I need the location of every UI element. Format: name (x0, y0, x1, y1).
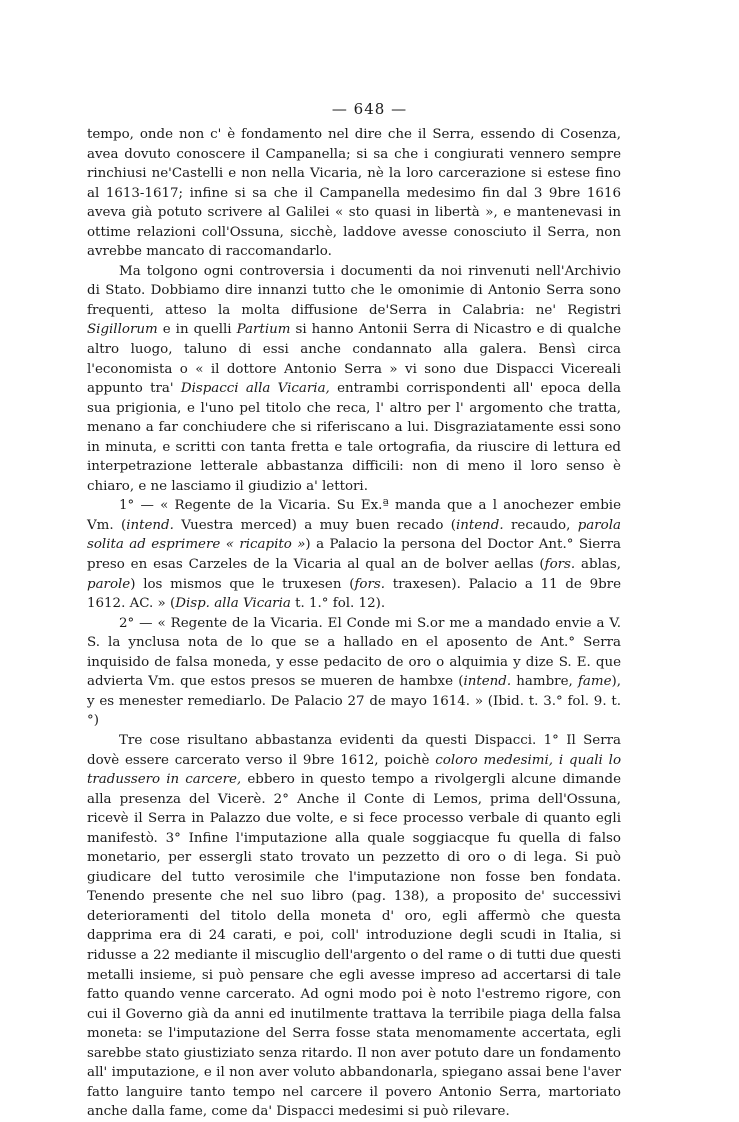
italic-text: fame (577, 674, 612, 690)
italic-text: Partium (236, 322, 291, 338)
text-run: si hanno Antonii Serra di Nicastro e di qualche altro luogo, taluno di essi anche condannato alla galera. Bensì circa l'economista o « il dottore Antonio Serra » vi sono due Dispacci Vicereali appunto tra' (87, 322, 621, 397)
italic-text: parole (87, 576, 131, 592)
italic-text: intend. (455, 517, 504, 533)
text-run: hambre, (511, 674, 578, 690)
paragraph (87, 262, 621, 497)
text-run: ebbero in questo tempo a rivolgergli alcune dimande alla presenza del Vicerè. 2° Anche il Conte di Lemos, prima dell'Ossuna, ricevè il Serra in Palazzo due volte, e si fece processo verbale di quanto egli manifestò. 3° Infine l'imputazione alla quale soggiacque fu quella di falso monetario, per essergli stato trovato un pezzetto di oro o di lega. Si può giudicare del tutto verosimile che l'imputazione non fosse ben fondata. Tenendo presente che nel suo libro (pag. 138), a proposito de' successivi deterioramenti del titolo della moneta d' oro, egli affermò che questa dapprima era di 24 carati, e poi, coll' introduzione degli scudi in Italia, si ridusse a 22 mediante il miscuglio dell'argento o del rame o di tutti due questi metalli insieme, si può pensare che egli avesse impreso ad accertarsi di tale fatto quando venne carcerato. Ad ogni modo poi è noto l'estremo rigore, con cui il Governo già da anni ed inutilmente trattava la terribile piaga della falsa moneta: se l'imputazione del Serra fosse stata menomamente accertata, egli sarebbe stato giustiziato senza ritardo. Il non aver potuto dare un fondamento all' imputazione, e il non aver voluto abbandonarla, spiegano assai bene l'aver fatto languire tanto tempo nel carcere il povero Antonio Serra, martoriato anche dalla fame, come da' Dispacci medesimi si può rilevare. (87, 772, 621, 1120)
page-number: — 648 — (331, 100, 408, 118)
body-text (87, 125, 621, 1122)
text-run: 1° — « Regente de la Vicaria. Su Ex.ª manda que a l anochezer embie Vm. ( (87, 498, 621, 533)
text-run: Tre cose risultano abbastanza evidenti da questi Dispacci. 1° Il Serra dovè essere carcerato verso il 9bre 1612, poichè (87, 732, 621, 768)
text-run: Ma tolgono ogni controversia i documenti da noi rinvenuti nell'Archivio di Stato. Dobbiamo dire innanzi tutto che le omonimie di Antonio Serra sono frequenti, atteso la molta diffusione de'Serra in Calabria: ne' Registri (87, 263, 621, 318)
italic-text: Sigillorum (87, 322, 158, 338)
paragraph (87, 614, 621, 731)
italic-text: intend. (126, 517, 174, 533)
text-run: e in quelli (157, 322, 237, 338)
text-run: ) los mismos que le truxesen ( (130, 576, 355, 592)
italic-text: Dispacci alla Vicaria, (180, 381, 330, 397)
text-run: traxesen). Palacio a 11 de 9bre 1612. AC. » ( (87, 576, 621, 612)
text-run: ) a Palacio la persona del Doctor Ant.° Sierra preso en esas Carzeles de la Vicaria al qual an de bolver aellas ( (87, 537, 621, 573)
italic-text: parola solita ad esprimere « ricapito » (87, 517, 621, 553)
text-run: entrambi corrispondenti all' epoca della sua prigionia, e l'uno pel titolo che reca, l' altro per l' argomento che tratta, menano a far conchiudere che si riferiscano a lui. Disgraziatamente essi sono in minuta, e scritti con tanta fretta e tale ortografia, da riuscire di lettura ed interpetrazione letterale abbastanza difficili: non di meno il loro senso è chiaro, e ne lasciamo il giudizio a' lettori. (87, 381, 621, 494)
paragraph (87, 125, 621, 262)
paragraph (87, 496, 621, 613)
text-run: ablas, (575, 557, 621, 573)
text-run: tempo, onde non c' è fondamento nel dire che il Serra, essendo di Cosenza, avea dovuto conoscere il Campanella; si sa che i congiurati vennero sempre rinchiusi ne'Castelli e non nella Vicaria, nè la loro carcerazione si estese fino al 1613-1617; infine si sa che il Campanella medesimo fin dal 3 9bre 1616 aveva già potuto scrivere al Galilei « sto quasi in libertà », e mantenevasi in ottime relazioni coll'Ossuna, sicchè, laddove avesse conosciuto il Serra, non avrebbe mancato di raccomandarlo. (87, 127, 621, 260)
italic-text: Disp. alla Vicaria (175, 596, 291, 612)
italic-text: intend. (463, 674, 512, 690)
text-run: recaudo, (503, 517, 578, 533)
text-run: 2° — « Regente de la Vicaria. El Conde mi S.or me a mandado envie a V. S. la ynclusa nota de lo que se a hallado en el aposento de Ant.° Serra inquisido de falsa moneda, y esse pedacito de oro o alquimia y dize S. E. que advierta Vm. que estos presos se mueren de hambxe ( (87, 615, 621, 690)
text-run: t. 1.° fol. 12). (290, 596, 386, 612)
italic-text: coloro medesimi, i quali lo tradussero in carcere, (87, 752, 622, 788)
italic-text: fors. (354, 576, 385, 592)
italic-text: fors. (544, 557, 576, 573)
text-run: ), y es menester remediarlo. De Palacio 27 de mayo 1614. » (Ibid. t. 3.° fol. 9. t.°) (87, 674, 621, 729)
paragraph (87, 731, 621, 1122)
text-run: Vuestra merced) a muy buen recado ( (173, 517, 456, 533)
